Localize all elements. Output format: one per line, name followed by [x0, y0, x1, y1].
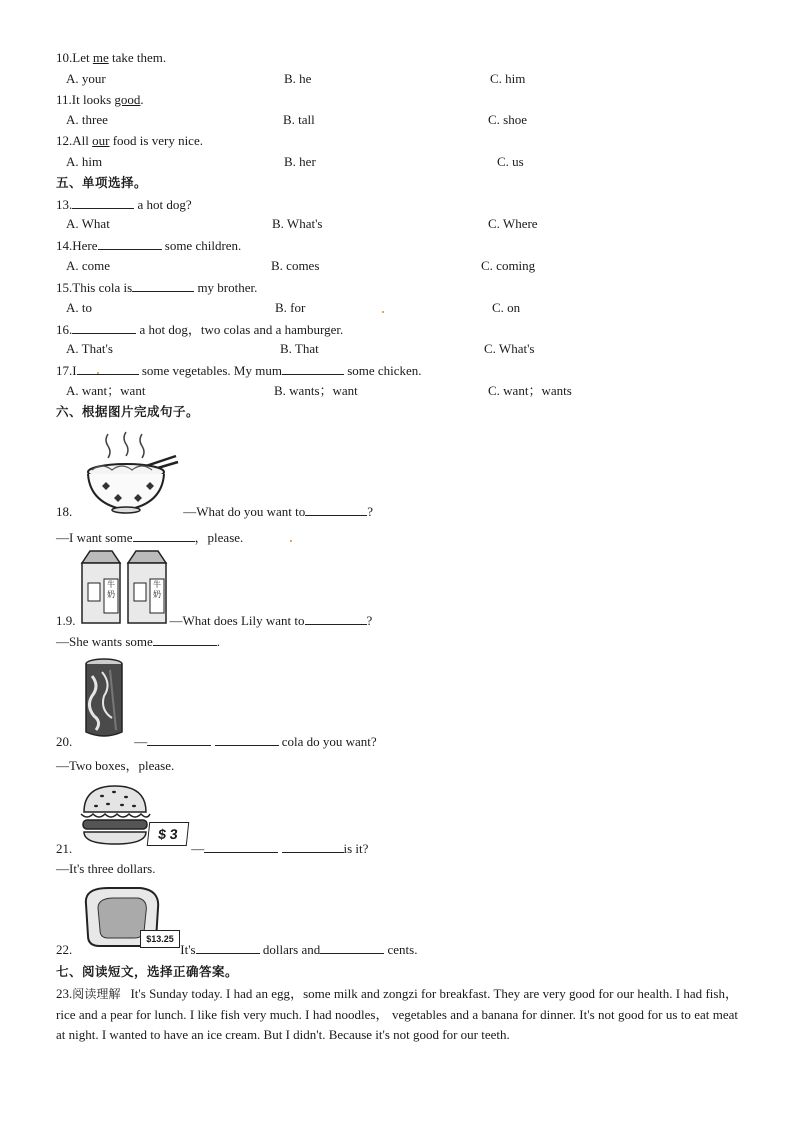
q13-blank[interactable]: [72, 196, 134, 209]
q11-option-a[interactable]: A. three: [66, 112, 108, 127]
question-13: [56, 196, 192, 213]
q10-underlined-word: me: [92, 50, 109, 65]
q19-answer-end: .: [216, 634, 221, 649]
q14-text-end: some children.: [161, 238, 242, 253]
q20-answer: —Two boxes，please.: [56, 758, 175, 773]
q12-text: All: [72, 133, 93, 148]
q14-option-a[interactable]: A. come: [66, 258, 111, 273]
q22-blank-1[interactable]: [196, 941, 260, 954]
q17-text: 17.I: [56, 363, 77, 378]
q12-option-a[interactable]: A. him: [66, 154, 103, 169]
q15-blank[interactable]: [132, 279, 194, 292]
q17-option-b[interactable]: B. wants；want: [274, 383, 358, 398]
question-15: [56, 279, 257, 296]
q15-text-end: my brother.: [194, 280, 258, 295]
q15-option-b[interactable]: B. for: [275, 300, 306, 315]
q19-question-end: ?: [366, 613, 373, 628]
question-12: [56, 133, 203, 149]
q16-number: 16.: [56, 322, 73, 337]
q16-text: a hot dog，two colas and a hamburger.: [136, 322, 344, 337]
q18-question: —What do you want to: [183, 504, 306, 519]
q20-question: cola do you want?: [278, 734, 377, 749]
q13-option-b[interactable]: B. What's: [272, 216, 323, 231]
q21-number: 21.: [56, 841, 73, 856]
q18-answer-end: ，please.: [194, 530, 244, 545]
carton-label-2: 牛奶: [153, 580, 161, 599]
q20-number: 20.: [56, 734, 73, 749]
section-5-heading: 五、单项选择。: [56, 175, 148, 190]
q19-number: 1.9.: [56, 613, 76, 628]
q15-option-a[interactable]: A. to: [66, 300, 92, 315]
q22-text-mid: dollars and: [259, 942, 321, 957]
q12-option-c[interactable]: C. us: [497, 154, 524, 169]
question-20: [56, 733, 377, 750]
q14-option-c[interactable]: C. coming: [481, 258, 536, 273]
stray-dot: [382, 311, 384, 313]
q19-blank-2[interactable]: [153, 633, 217, 646]
q20-blank-1[interactable]: [147, 733, 211, 746]
q12-number: 12.: [56, 133, 73, 148]
q22-number: 22.: [56, 942, 73, 957]
q18-blank-2[interactable]: [133, 529, 195, 542]
q17-blank-1[interactable]: [77, 362, 139, 375]
question-11: [56, 92, 144, 108]
q18-blank-1[interactable]: [305, 503, 367, 516]
q17-blank-2[interactable]: [282, 362, 344, 375]
q16-blank[interactable]: [72, 321, 136, 334]
q13-option-a[interactable]: A. What: [66, 216, 110, 231]
q23-passage-text: It's Sunday today. I had an egg，some milk and zongzi for breakfast. They are very good for our health. I had fish， rice and a pear for lunch. I like fish very much. I had noodles， vegetables and a banana for dinner. It's not good for us to eat meat at night. I wanted to have an ice cream. But I didn't. Because it's not good for our teeth.: [56, 986, 739, 1043]
q21-blank-2[interactable]: [282, 840, 344, 853]
q19-answer: [56, 633, 220, 650]
q11-number: 11.: [56, 92, 72, 107]
question-18: [56, 503, 373, 520]
q17-text-mid: some vegetables. My mum: [138, 363, 282, 378]
q13-number: 13.: [56, 197, 73, 212]
q19-question: —What does Lily want to: [169, 613, 305, 628]
q16-option-b[interactable]: B. That: [280, 341, 319, 356]
q23-label: 阅读理解: [72, 987, 121, 1001]
q14-text: 14.Here: [56, 238, 98, 253]
q10-text-end: take them.: [108, 50, 167, 65]
hamburger-image: [78, 782, 152, 848]
question-19: [56, 612, 372, 629]
question-16: [56, 321, 343, 338]
q14-blank[interactable]: [98, 237, 162, 250]
q10-option-c[interactable]: C. him: [490, 71, 526, 86]
question-23-passage: [56, 984, 738, 1046]
q17-option-c[interactable]: C. want；wants: [488, 383, 572, 398]
q23-number: 23.: [56, 986, 73, 1001]
price-tag-3-dollars: $ 3: [147, 822, 190, 846]
q10-text: Let: [72, 50, 93, 65]
q17-text-end: some chicken.: [343, 363, 422, 378]
cola-can-image: [80, 656, 130, 742]
q12-underlined-word: our: [92, 133, 110, 148]
q10-number: 10.: [56, 50, 73, 65]
question-22: [56, 941, 417, 958]
q13-text: a hot dog?: [134, 197, 192, 212]
q15-text: 15.This cola is: [56, 280, 133, 295]
q11-underlined-word: good: [114, 92, 141, 107]
q20-dash: —: [134, 734, 148, 749]
q21-question: is it?: [343, 841, 369, 856]
section-6-heading: 六、根据图片完成句子。: [56, 404, 200, 419]
q11-text: It looks: [71, 92, 115, 107]
stray-dot: [97, 372, 99, 374]
price-tag-13-25: $13.25: [140, 930, 180, 948]
q20-blank-2[interactable]: [215, 733, 279, 746]
q18-answer-text: —I want some: [56, 530, 133, 545]
question-17: [56, 362, 422, 379]
q18-answer: [56, 529, 243, 546]
q21-answer: —It's three dollars.: [56, 861, 156, 876]
stray-dot: [290, 540, 292, 542]
q13-option-c[interactable]: C. Where: [488, 216, 538, 231]
q10-option-a[interactable]: A. your: [66, 71, 106, 86]
q22-text: It's: [180, 942, 196, 957]
carton-label-1: 牛奶: [107, 580, 115, 599]
q16-option-c[interactable]: C. What's: [484, 341, 535, 356]
q10-option-b[interactable]: B. he: [284, 71, 312, 86]
q19-answer-text: —She wants some: [56, 634, 153, 649]
q15-option-c[interactable]: C. on: [492, 300, 521, 315]
q21-dash: —: [191, 841, 205, 856]
q19-blank-1[interactable]: [305, 612, 367, 625]
question-14: [56, 237, 241, 254]
q18-question-end: ?: [367, 504, 374, 519]
question-10: [56, 50, 166, 66]
q22-text-end: cents.: [384, 942, 418, 957]
section-7-heading: 七、阅读短文，选择正确答案。: [56, 964, 239, 979]
q17-option-a[interactable]: A. want；want: [66, 383, 146, 398]
question-21: [56, 840, 368, 857]
q11-text-end: .: [140, 92, 144, 107]
q21-blank-1[interactable]: [204, 840, 278, 853]
q12-option-b[interactable]: B. her: [284, 154, 316, 169]
q22-blank-2[interactable]: [320, 941, 384, 954]
q18-number: 18.: [56, 504, 73, 519]
q14-option-b[interactable]: B. comes: [271, 258, 320, 273]
q16-option-a[interactable]: A. That's: [66, 341, 113, 356]
q11-option-c[interactable]: C. shoe: [488, 112, 527, 127]
q11-option-b[interactable]: B. tall: [283, 112, 315, 127]
q12-text-end: food is very nice.: [109, 133, 203, 148]
